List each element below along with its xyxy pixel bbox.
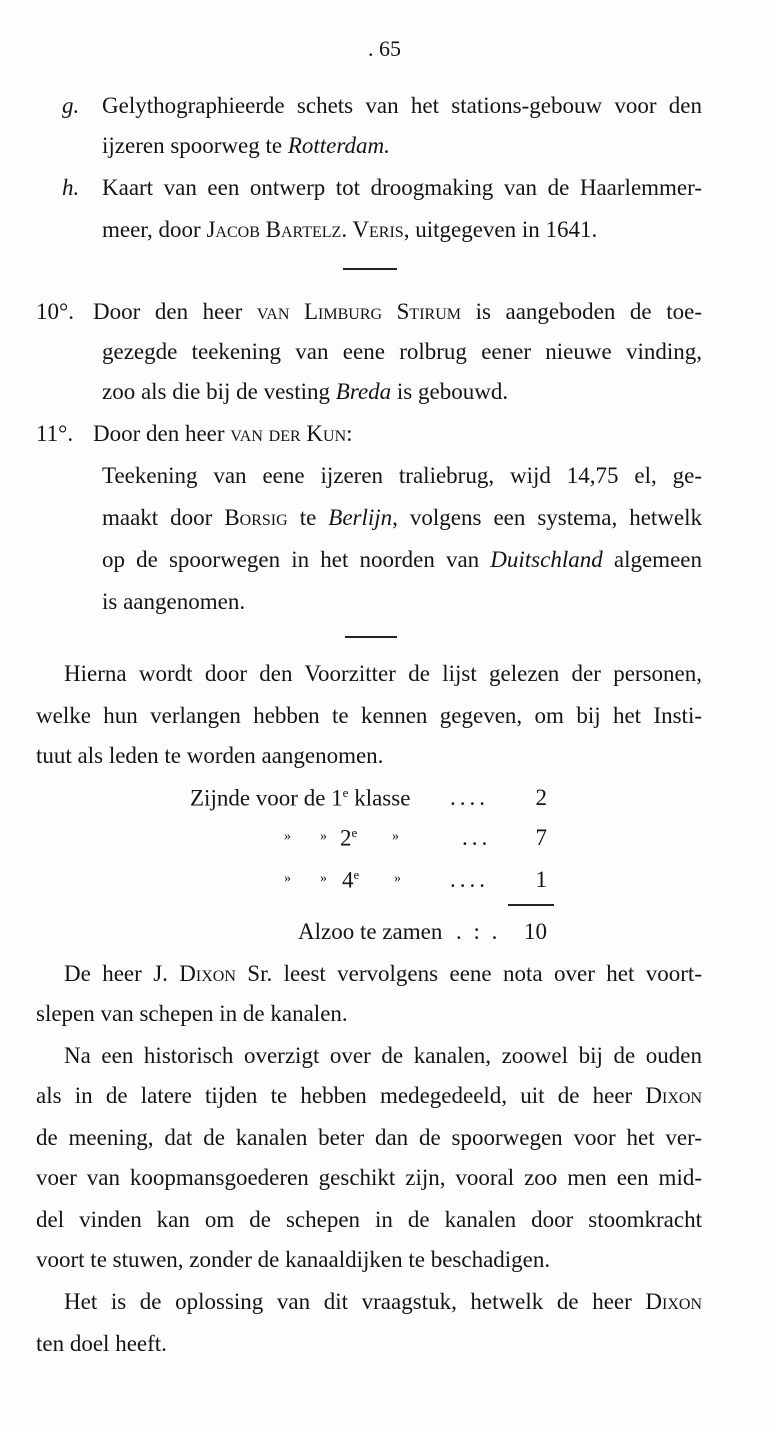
class-number <box>340 826 357 850</box>
ditto-mark: » <box>284 829 291 844</box>
person-name: van der Kun <box>230 421 347 446</box>
row-value: 1 <box>535 867 547 892</box>
text-line <box>102 548 702 571</box>
section-rule <box>343 268 397 270</box>
person-name: Jacob Bartelz. Veris, <box>206 217 410 242</box>
row-value: 2 <box>535 785 547 810</box>
text-span: Het is de oplossing van dit vraagstuk, hetwelk de heer <box>64 1289 646 1314</box>
item-marker: h. <box>62 175 80 200</box>
text-line <box>102 506 702 529</box>
page-number: . 65 <box>368 36 401 61</box>
total-label: Alzoo te zamen <box>298 919 443 944</box>
text-span: meer, door <box>102 217 207 242</box>
text-line: ten doel heeft. <box>36 1331 167 1356</box>
text-span: op de spoorwegen in het noorden van <box>102 547 491 572</box>
leader-dots: . : . <box>456 919 501 944</box>
text-line: Teekening van eene ijzeren traliebrug, wijd 14,75 el, ge- <box>102 463 702 488</box>
text-span: Door den heer <box>93 299 257 324</box>
leader-dots: .... <box>450 867 489 892</box>
class-digit: 2 <box>340 825 352 851</box>
text-line <box>64 1290 702 1313</box>
text-span: als in de latere tijden te hebben medegedeeld, uit de heer <box>36 1083 646 1108</box>
class-digit: 4 <box>342 867 354 893</box>
item-marker: 11°. <box>36 421 74 446</box>
person-name: Dixon <box>645 1083 702 1108</box>
text-line <box>102 218 597 241</box>
text-span: is aangeboden de toe- <box>461 299 702 324</box>
row-label: klasse <box>354 785 411 811</box>
text-line: Na een historisch overzigt over de kanalen, zoowel bij de ouden <box>64 1043 702 1068</box>
ordinal-suffix: e <box>351 825 358 840</box>
text-span: De heer J. <box>64 961 180 986</box>
ditto-mark: » <box>320 871 327 886</box>
text-span: zoo als die bij de vesting <box>102 379 336 404</box>
text-span: : <box>346 421 353 446</box>
text-line <box>36 1084 702 1107</box>
person-name: Dixon <box>179 961 236 986</box>
section-rule <box>345 636 397 638</box>
ditto-mark: » <box>284 871 291 886</box>
row-label: Zijnde voor de 1 <box>190 785 343 811</box>
ordinal-suffix: e <box>342 785 349 800</box>
text-span: Sr. leest vervolgens eene nota over het voort- <box>235 961 702 986</box>
text-span: algemeen <box>602 547 702 572</box>
ditto-mark: » <box>320 829 327 844</box>
leader-dots: .... <box>450 785 489 810</box>
text-line: de meening, dat de kanalen beter dan de spoorwegen voor het ver- <box>36 1125 702 1150</box>
text-line <box>64 962 702 985</box>
ditto-mark: » <box>392 829 399 844</box>
text-span: ijzeren spoorweg te <box>102 133 288 158</box>
class-number <box>342 868 359 892</box>
place-name: Rotterdam. <box>287 133 390 158</box>
ditto-mark: » <box>394 871 401 886</box>
person-name: van Limburg Stirum <box>256 299 461 324</box>
table-row <box>190 786 410 810</box>
sum-rule <box>508 904 554 906</box>
text-line: gezegde teekening van eene rolbrug eener nieuwe vinding, <box>102 339 702 364</box>
text-span: is gebouwd. <box>391 379 509 404</box>
text-line <box>93 300 702 323</box>
text-span: Door den heer <box>93 421 231 446</box>
item-marker: g. <box>62 93 80 118</box>
text-span: te <box>287 505 329 530</box>
text-line: del vinden kan om de schepen in de kanalen door stoomkracht <box>36 1207 702 1232</box>
text-span: , volgens een systema, hetwelk <box>392 505 702 530</box>
text-span: maakt door <box>102 505 225 530</box>
text-line <box>102 380 508 403</box>
text-line: welke hun verlangen hebben te kennen gegeven, om bij het Insti- <box>36 703 702 728</box>
text-line: Hierna wordt door den Voorzitter de lijst gelezen der personen, <box>64 661 702 686</box>
text-line <box>102 134 390 157</box>
text-line: slepen van schepen in de kanalen. <box>36 1001 348 1026</box>
text-line: voer van koopmansgoederen geschikt zijn, vooral zoo men een mid- <box>36 1165 702 1190</box>
place-name: Duitschland <box>490 547 603 572</box>
row-value: 7 <box>535 825 547 850</box>
text-line: is aangenomen. <box>102 589 246 614</box>
text-span: uitgegeven in 1641. <box>409 217 598 242</box>
item-marker: 10°. <box>36 299 74 324</box>
total-value: 10 <box>524 919 547 944</box>
place-name: Breda <box>335 379 392 404</box>
leader-dots: ... <box>462 825 492 850</box>
text-line: Gelythographieerde schets van het stations-gebouw voor den <box>102 93 702 118</box>
text-line: voort te stuwen, zonder de kanaaldijken te beschadigen. <box>36 1247 551 1272</box>
person-name: Dixon <box>645 1289 702 1314</box>
person-name: Borsig <box>224 505 288 530</box>
text-line: tuut als leden te worden aangenomen. <box>36 743 384 768</box>
text-line <box>93 422 353 445</box>
text-line: Kaart van een ontwerp tot droogmaking van de Haarlemmer- <box>102 175 702 200</box>
place-name: Berlijn <box>328 505 393 530</box>
ordinal-suffix: e <box>353 867 360 882</box>
